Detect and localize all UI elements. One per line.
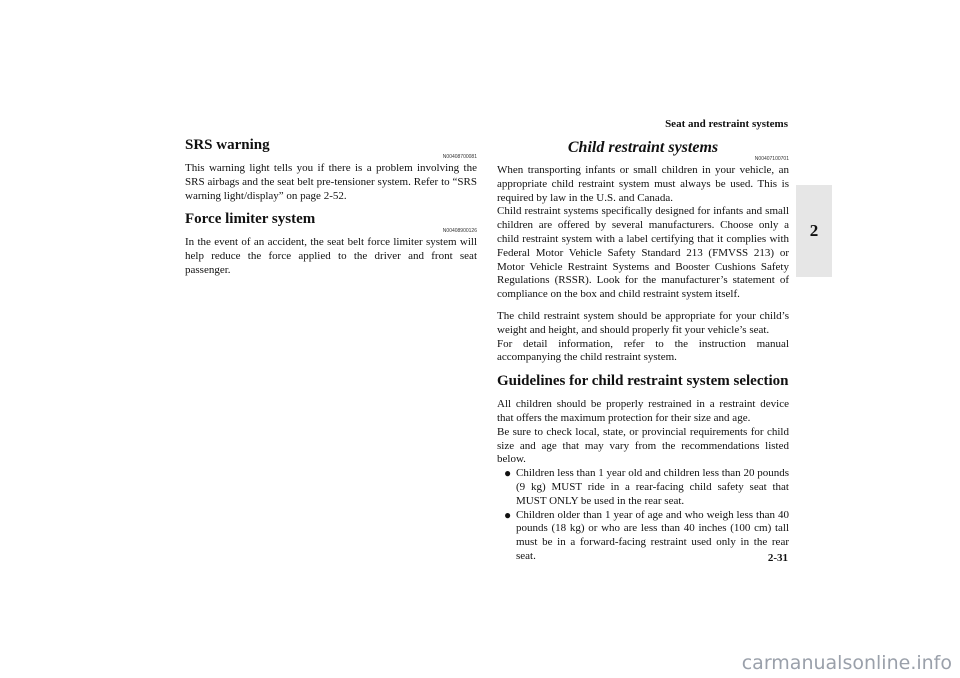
srs-warning-body: This warning light tells you if there is a problem involving the SRS airbags and the seat belt pre-tensioner system. Refer to “SRS warning light/display” on page 2-52. <box>185 162 477 202</box>
srs-warning-code: N00408700081 <box>442 154 477 160</box>
right-column <box>497 139 789 564</box>
child-restraint-title: Child restraint systems <box>567 139 719 156</box>
guideline-bullet-2: Children older than 1 year of age and who weigh less than 40 pounds (18 kg) or who are less than 40 inches (100 cm) tall must be in a forward-facing restraint used only in the rear seat. <box>516 508 789 562</box>
force-limiter-heading: Force limiter system <box>185 211 316 228</box>
child-restraint-code: N00407100701 <box>754 156 789 162</box>
bullet-icon: ● <box>504 507 512 522</box>
guidelines-heading: Guidelines for child restraint system selection <box>497 373 789 390</box>
page-number: 2-31 <box>767 552 788 564</box>
force-limiter-body: In the event of an accident, the seat belt force limiter system will help reduce the force applied to the driver and front seat passenger. <box>185 236 477 276</box>
watermark: carmanualsonline.info <box>741 652 952 674</box>
child-restraint-paragraph-4: For detail information, refer to the instruction manual accompanying the child restraint system. <box>497 337 789 364</box>
child-restraint-paragraph-1: When transporting infants or small children in your vehicle, an appropriate child restraint system must always be used. This is required by law in the U.S. and Canada. <box>497 164 789 204</box>
guidelines-paragraph-1: All children should be properly restrained in a restraint device that offers the maximum protection for their size and age. <box>497 398 789 424</box>
child-restraint-paragraph-2: Child restraint systems specifically designed for infants and small children are offered by several manufacturers. Choose only a child restraint system with a label certifying that it complies with Federal Motor Vehicle Safety Standard 213 (FMVSS 213) or Motor Vehicle Restraint Systems and Booster Cushions Safety Regulations (RSSR). Look for the manufacturer’s statement of compliance on the box and child restraint system itself. <box>497 205 789 301</box>
force-limiter-code: N00408900126 <box>442 228 477 235</box>
guidelines-paragraph-2: Be sure to check local, state, or provincial requirements for child size and age that may vary from the recommendations listed below. <box>497 425 789 466</box>
child-restraint-paragraph-3: The child restraint system should be appropriate for your child’s weight and height, and should properly fit your vehicle’s seat. <box>497 309 789 336</box>
chapter-tab <box>796 185 832 277</box>
list-item <box>504 467 789 508</box>
bullet-icon: ● <box>504 466 512 481</box>
running-header: Seat and restraint systems <box>665 118 788 130</box>
list-item <box>504 509 789 564</box>
guideline-bullet-1: Children less than 1 year old and children less than 20 pounds (9 kg) MUST ride in a rear-facing child safety seat that MUST ONLY be used in the rear seat. <box>516 467 789 507</box>
left-column <box>185 137 477 278</box>
srs-warning-heading: SRS warning <box>185 137 270 153</box>
chapter-number: 2 <box>809 221 819 240</box>
